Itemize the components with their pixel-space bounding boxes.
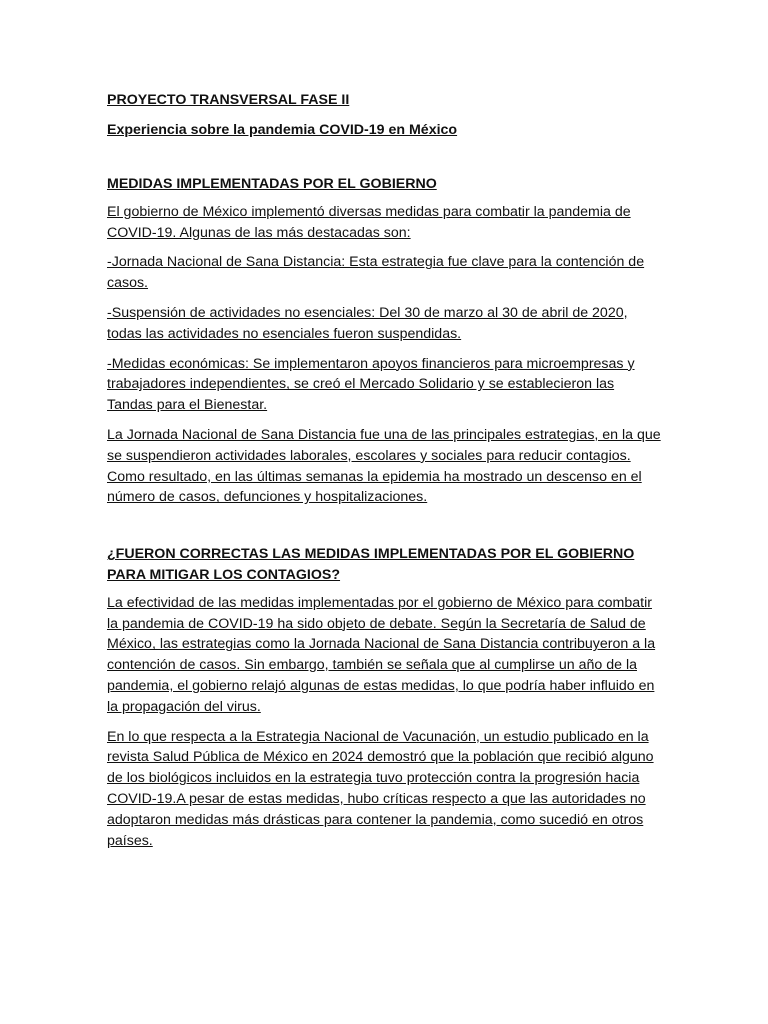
paragraph: -Jornada Nacional de Sana Distancia: Esta estrategia fue clave para la contención de casos. xyxy=(107,254,645,292)
document-title: PROYECTO TRANSVERSAL FASE II xyxy=(107,92,350,108)
section-heading: ¿FUERON CORRECTAS LAS MEDIDAS IMPLEMENTADAS POR EL GOBIERNO PARA MITIGAR LOS CONTAGIOS? xyxy=(107,546,635,583)
paragraph: La Jornada Nacional de Sana Distancia fue una de las principales estrategias, en la que se suspendieron actividades laborales, escolares y sociales para reducir contagios. Como resultado, en las últimas semanas la epidemia ha mostrado un descenso en el número de casos, defunciones y hospitalizaciones. xyxy=(107,426,661,506)
section-medidas xyxy=(107,174,663,508)
paragraph: -Medidas económicas: Se implementaron apoyos financieros para microempresas y trabajadores independientes, se creó el Mercado Solidario y se establecieron las Tandas para el Bienestar. xyxy=(107,355,635,414)
paragraph: El gobierno de México implementó diversas medidas para combatir la pandemia de COVID-19. Algunas de las más destacadas son: xyxy=(107,203,631,241)
paragraph: La efectividad de las medidas implementadas por el gobierno de México para combatir la pandemia de COVID-19 ha sido objeto de debate. Según la Secretaría de Salud de México, las estrategias como la Jornada Nacional de Sana Distancia contribuyeron a la contención de casos. Sin embargo, también se señala que al cumplirse un año de la pandemia, el gobierno relajó algunas de estas medidas, lo que podría haber influido en la propagación del virus. xyxy=(107,594,656,715)
paragraph: -Suspensión de actividades no esenciales: Del 30 de marzo al 30 de abril de 2020, todas las actividades no esenciales fueron suspendidas. xyxy=(107,304,628,342)
section-spacer xyxy=(107,517,663,544)
section-evaluacion xyxy=(107,544,663,851)
document-subtitle: Experiencia sobre la pandemia COVID-19 en México xyxy=(107,122,458,138)
section-heading: MEDIDAS IMPLEMENTADAS POR EL GOBIERNO xyxy=(107,176,437,192)
document-page xyxy=(107,90,663,860)
paragraph: En lo que respecta a la Estrategia Nacional de Vacunación, un estudio publicado en la revista Salud Pública de México en 2024 demostró que la población que recibió alguno de los biológicos incluidos en la estrategia tuvo protección contra la progresión hacia COVID-19.A pesar de estas medidas, hubo críticas respecto a que las autoridades no adoptaron medidas más drásticas para contener la pandemia, como sucedió en otros países. xyxy=(107,728,654,849)
